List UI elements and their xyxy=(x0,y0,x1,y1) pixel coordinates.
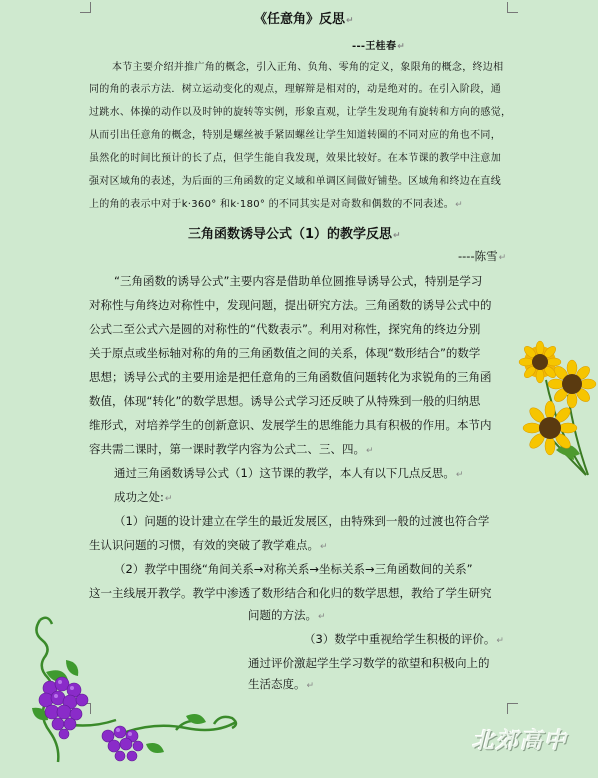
watermark: 北郊高中 xyxy=(472,728,569,754)
section1-title: 《任意角》反思↵ xyxy=(254,12,354,27)
section2-line: 通过评价激起学生学习数学的欲望和积极向上的 xyxy=(248,656,490,670)
section1-line: 强对区域角的表述，为后面的三角函数的定义域和单调区间做好铺垫。区域角和终边在直线 xyxy=(89,176,501,187)
section2-line: 生活态度。↵ xyxy=(248,677,315,691)
section2-line: “三角函数的诱导公式”主要内容是借助单位圆推导诱导公式，特别是学习 xyxy=(114,274,483,288)
sunflower-decoration xyxy=(516,340,598,480)
section1-line: 从而引出任意角的概念，特别是螺丝被手紧固螺丝让学生知道转圈的不同对应的角也不同， xyxy=(89,130,501,141)
section2-line: 这一主线展开教学。教学中渗透了数形结合和化归的数学思想，教给了学生研究 xyxy=(89,586,492,600)
section2-line: 关于原点或坐标轴对称的角的三角函数值之间的关系，体现“数形结合”的数学 xyxy=(89,346,481,360)
section2-line: 问题的方法。↵ xyxy=(248,608,326,622)
section2-line: 数值，体现“转化”的数学思想。诱导公式学习还反映了从特殊到一般的归纳思 xyxy=(89,394,481,408)
sunflower-head xyxy=(519,341,561,383)
section2-line: （3）数学中重视给学生积极的评价。↵ xyxy=(304,632,504,646)
section2-line: （1）问题的设计建立在学生的最近发展区，由特殊到一般的过渡也符合学 xyxy=(114,514,490,528)
grape-cluster xyxy=(39,677,88,739)
section2-line: 生认识问题的习惯，有效的突破了教学难点。↵ xyxy=(89,538,328,552)
sunflower-head xyxy=(523,401,577,455)
section2-title: 三角函数诱导公式（1）的教学反思↵ xyxy=(188,227,401,242)
section2-line: 维形式，对培养学生的创新意识、发展学生的思维能力具有积极的作用。本节内 xyxy=(89,418,492,432)
section2-line: （2）教学中围绕“角间关系→对称关系→坐标关系→三角函数间的关系” xyxy=(114,562,473,576)
section2-line: 对称性与角终边对称性中，发现问题，提出研究方法。三角函数的诱导公式中的 xyxy=(89,298,492,312)
page-corner-mark xyxy=(507,2,518,13)
section1-author: ---王桂春↵ xyxy=(352,41,406,52)
section1-line: 同的角的表示方法．树立运动变化的观点，理解辩是相对的，动是绝对的。在引入阶段，通 xyxy=(89,84,501,95)
sunflower-head xyxy=(548,360,596,408)
section2-line: 成功之处:↵ xyxy=(114,490,173,504)
section2-line: 通过三角函数诱导公式（1）这节课的教学，本人有以下几点反思。↵ xyxy=(114,466,464,480)
grape-vine-decoration xyxy=(26,612,246,772)
section2-author: ----陈雪↵ xyxy=(458,249,507,263)
section2-line: 思想；诱导公式的主要用途是把任意角的三角函数值问题转化为求锐角的三角函 xyxy=(89,370,492,384)
grape-cluster xyxy=(102,726,143,761)
section1-line: 上的角的表示中对于k·360° 和k·180° 的不同其实是对奇数和偶数的不同表述。↵ xyxy=(89,199,463,210)
page-corner-mark xyxy=(80,2,91,13)
page-corner-mark xyxy=(507,703,518,714)
section2-line: 容共需二课时，第一课时教学内容为公式二、三、四。↵ xyxy=(89,442,374,456)
section1-line: 虽然化的时间比预计的长了点，但学生能自我发现，效果比较好。在本节课的教学中注意加 xyxy=(89,153,501,164)
section1-line: 本节主要介绍并推广角的概念，引入正角、负角、零角的定义，象限角的概念，终边相 xyxy=(112,62,504,73)
section1-line: 过跳水、体操的动作以及时钟的旋转等实例，形象直观，让学生发现角有旋转和方向的感觉， xyxy=(89,107,512,118)
section2-line: 公式二至公式六是圆的对称性的“代数表示”。利用对称性，探究角的终边分别 xyxy=(89,322,481,336)
